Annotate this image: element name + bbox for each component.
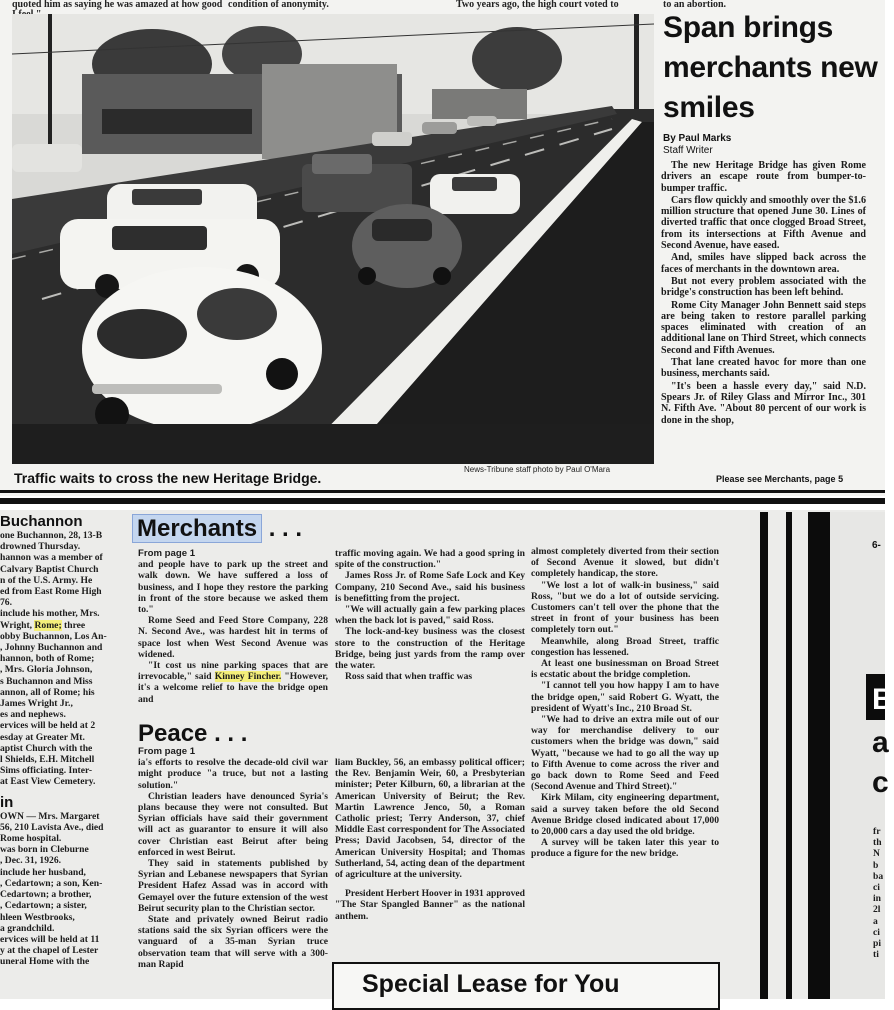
story-paragraph: Ross said that when traffic was xyxy=(345,671,473,683)
obit-line: Calvary Baptist Church xyxy=(0,563,99,575)
merchants-headline: Merchants . . . xyxy=(132,515,302,543)
obit-line: ervices will be held at 2 xyxy=(0,720,96,732)
adjacent-text-fragments xyxy=(873,826,885,960)
obit-line: hannon was a member of xyxy=(0,552,103,564)
from-page-label: From page 1 xyxy=(138,548,196,559)
fragment-line: N xyxy=(873,848,880,860)
merchants-column-3 xyxy=(531,546,719,860)
fragment-line: fr xyxy=(873,826,881,837)
obit-line: include his mother, Mrs. xyxy=(0,608,100,620)
story-paragraph: "I cannot tell you how happy I am to have the bridge open," said Robert G. Wyatt, the president of Wyatt's Inc., 210 Broad St. xyxy=(531,680,719,714)
obit-line: Sims officiating. Inter- xyxy=(0,765,93,777)
clipped-text-middle: condition of anonymity. xyxy=(228,0,329,10)
story-paragraph: And, smiles have slipped back across the faces of merchants in the downtown area. xyxy=(661,252,866,275)
story-paragraph: Cars flow quickly and smoothly over the $1.6 million structure that opened June 30. Lines of diverted traffic that once clogged Broad Street, from its intersections at Fifth Avenue and Second Avenue, have eased. xyxy=(661,194,866,252)
big-letter-fragment: a xyxy=(872,726,889,759)
highlighted-headline: Merchants xyxy=(132,514,262,543)
page-divider xyxy=(0,498,885,504)
obit-line: annon, all of Rome; his xyxy=(0,686,95,698)
obit-line: n of the U.S. Army. He xyxy=(0,574,93,586)
fragment-line: pi xyxy=(873,938,882,950)
obituary-name: in xyxy=(0,793,14,811)
obituary-name: Buchannon xyxy=(0,513,83,530)
story-paragraph: But not every problem associated with the bridge's construction has been left behind. xyxy=(661,275,866,299)
story-paragraph: "It's been a hassle every day," said N.D. Spears Jr. of Riley Glass and Mirror Inc., 301 N. Fifth Ave. "About 80 percent of our work is done in the shop, xyxy=(661,380,866,426)
story-paragraph: Meanwhile, along Broad Street, traffic congestion has lessened. xyxy=(531,635,719,658)
span-story-body xyxy=(661,160,866,427)
obit-line: , Johnny Buchannon and xyxy=(0,642,103,654)
obit-line: Cedartown; a brother, xyxy=(0,889,92,901)
obit-line: ervices will be held at 11 xyxy=(0,933,100,945)
story-paragraph: Christian leaders have denounced Syria's plans because they were not consulted. But Syrian officials have said their government will act as guarantor to ensure it will also cover Christian east Beirut after being enforced in west Beirut. xyxy=(138,790,328,858)
story-paragraph: The new Heritage Bridge has given Rome drivers an escape route from bumper-to-bumper traffic. xyxy=(661,160,866,194)
obit-line: 56, 210 Lavista Ave., died xyxy=(0,821,104,833)
story-paragraph: Rome Seed and Feed Store Company, 228 N. Second Ave., was hardest hit in terms of space lost when West Second Avenue was widened. xyxy=(138,615,328,660)
story-paragraph: A survey will be taken later this year to produce a figure for the new bridge. xyxy=(531,837,719,860)
big-letter-fragment: B xyxy=(872,683,894,716)
fragment-line: th xyxy=(873,837,882,849)
clipped-text-right-center: Two years ago, the high court voted to xyxy=(456,0,619,10)
from-page-label: From page 1 xyxy=(138,746,196,757)
scan-edge-bar xyxy=(808,512,830,999)
obit-line: James Wright Jr., xyxy=(0,698,73,710)
highlighted-name: Kinney Fincher. xyxy=(214,671,282,683)
fragment-line: 2l xyxy=(873,904,881,916)
merchants-column-1 xyxy=(138,548,328,705)
fragment-line: a xyxy=(873,915,878,927)
obit-line: a grandchild. xyxy=(0,922,55,934)
obit-line: 76. xyxy=(0,597,12,609)
story-paragraph: State and privately owned Beirut radio stations said the six Syrian officers were the vanguard of a 35-man Syrian truce observation team that will serve with a 300-man Rapid xyxy=(138,914,328,970)
obit-line: hannon, both of Rome; xyxy=(0,653,95,665)
obit-line: Wright, Rome; three xyxy=(0,619,86,631)
story-paragraph: Rome City Manager John Bennett said steps are being taken to restore parallel parking spaces eliminated with creation of an additional lane on Third Street, which connects Second and Fifth Avenues. xyxy=(661,299,866,356)
fragment-line: b xyxy=(873,859,879,871)
story-paragraph: "We had to drive an extra mile out of our way for merchandise delivery to our customers when the bridge was down," said Wyatt, "because we had to go all the way up to Fifth Avenue to come across the river and go back down to Rome Seed and Feed (Second Avenue and Third Street)." xyxy=(531,714,719,793)
story-paragraph: traffic moving again. We had a good spring in spite of the construction." xyxy=(335,548,525,571)
obit-line: aptist Church with the xyxy=(0,742,93,754)
story-paragraph: James Ross Jr. of Rome Safe Lock and Key Company, 210 Second Ave., said his business is benefitting from the project. xyxy=(335,570,525,604)
story-paragraph: "It cost us nine parking spaces that are irrevocable," said Kinney Fincher. "However, it's a welcome relief to have the bridge open and xyxy=(138,660,328,705)
obit-line: OWN — Mrs. Margaret xyxy=(0,810,100,822)
story-paragraph: and people have to park up the street and walk down. We have suffered a loss of business, and I hope they restore the parking in front of the store because we asked them to." xyxy=(138,559,328,616)
scan-edge-bar xyxy=(786,512,792,999)
obit-line: hleen Westbrooks, xyxy=(0,911,75,923)
story-paragraph: Kirk Milam, city engineering department, said a survey taken before the old Second Avenue Bridge closed indicated about 17,000 to 20,000 cars a day used the old bridge. xyxy=(531,792,719,838)
story-paragraph: President Herbert Hoover in 1931 approved "The Star Spangled Banner" as the national anthem. xyxy=(335,888,525,922)
big-letter-fragment: c xyxy=(872,766,889,799)
obit-line: drowned Thursday. xyxy=(0,541,81,553)
byline-author: By Paul Marks xyxy=(663,133,732,144)
clipped-text-right: to an abortion. xyxy=(663,0,727,10)
fragment-line: in xyxy=(873,893,882,905)
obit-line: Rome hospital. xyxy=(0,833,62,845)
obit-line: s Buchannon and Miss xyxy=(0,675,93,687)
advertisement-box xyxy=(332,962,720,1010)
highlighted-word: Rome; xyxy=(34,619,62,631)
span-headline: Span brings merchants new smiles xyxy=(663,11,878,124)
obit-line: esday at Greater Mt. xyxy=(0,731,85,743)
obit-line: obby Buchannon, Los An- xyxy=(0,630,107,642)
scan-edge-bar xyxy=(760,512,768,999)
story-paragraph: liam Buckley, 56, an embassy political officer; the Rev. Benjamin Weir, 60, a Presbyterian minister; Peter Kilburn, 60, a librarian at the American University of Beirut; the Rev. Martin Lawrence Jenco, 50, a Roman Catholic priest; Terry Anderson, 37, chief Middle East correspondent for The Associated Press; David Jacobsen, 54, director of the American University Hospital; and Thomas Sutherland, 54, acting dean of the department of agriculture at the university. xyxy=(335,757,525,881)
story-paragraph: The lock-and-key business was the closest store to the construction of the Heritage Bridge, being just yards from the ramp over the water. xyxy=(335,626,525,672)
obit-line: , Cedartown; a sister, xyxy=(0,900,87,912)
byline-role: Staff Writer xyxy=(663,145,713,156)
obit-line: was born in Cleburne xyxy=(0,844,89,856)
obit-line: , Cedartown; a son, Ken- xyxy=(0,877,103,889)
photo-caption: Traffic waits to cross the new Heritage Bridge. xyxy=(14,470,322,486)
story-paragraph: At least one businessman on Broad Street is ecstatic about the bridge completion. xyxy=(531,658,719,681)
obit-line: one Buchannon, 28, 13-B xyxy=(0,530,103,541)
obit-line: y at the chapel of Lester xyxy=(0,945,99,957)
merchants-column-2 xyxy=(335,548,525,682)
obit-line: ed from East Rome High xyxy=(0,586,102,598)
traffic-photo xyxy=(12,14,654,464)
fragment-line: ci xyxy=(873,882,880,894)
story-paragraph: "We will actually gain a few parking places when the back lot is paved," said Ross. xyxy=(335,604,525,627)
advertisement-text: Special Lease for You xyxy=(362,970,620,998)
traffic-photo-drawing xyxy=(12,14,654,464)
story-paragraph: almost completely diverted from their section of Second Avenue it slowed, but didn't completely handicap, the store. xyxy=(531,546,719,580)
fragment-line: ci xyxy=(873,926,880,938)
story-paragraph: "We lost a lot of walk-in business," said Ross, "but we do a lot of outside servicing. Customers can't tell over the phone that the street in front of your business has been completely torn out." xyxy=(531,579,719,636)
obit-line: include her husband, xyxy=(0,866,86,878)
obit-line: uneral Home with the xyxy=(0,956,90,968)
page-number-fragment: 6- xyxy=(872,540,881,551)
obit-line: , Dec. 31, 1926. xyxy=(0,855,62,867)
photo-credit: News-Tribune staff photo by Paul O'Mara xyxy=(464,465,611,474)
obit-line: es and nephews. xyxy=(0,709,66,721)
byline xyxy=(663,133,731,157)
story-paragraph: That lane created havoc for more than one business, merchants said. xyxy=(661,357,866,380)
peace-headline: Peace . . . xyxy=(138,720,248,747)
obit-line: at East View Cemetery. xyxy=(0,776,96,788)
obit-line: , Mrs. Gloria Johnson, xyxy=(0,664,93,676)
peace-column-1 xyxy=(138,746,328,970)
story-paragraph: They said in statements published by Syrian and Lebanese newspapers that Syrian President Hafez Assad was in accord with Gemayel over the future extension of the west Beirut security plan to the Christian sector. xyxy=(138,858,328,914)
clipped-text-left: quoted him as saying he was amazed at how good xyxy=(12,0,223,10)
fragment-line: ba xyxy=(873,870,884,882)
obituary-column xyxy=(0,513,126,968)
story-jump: Please see Merchants, page 5 xyxy=(716,474,844,484)
obit-line: l Shields, E.H. Mitchell xyxy=(0,754,95,766)
page-divider xyxy=(0,490,885,493)
front-page-section xyxy=(0,0,885,496)
story-paragraph: ia's efforts to resolve the decade-old civil war might produce "a truce, but not a lasting solution." xyxy=(138,757,328,791)
fragment-line: ti xyxy=(873,949,879,961)
peace-column-2 xyxy=(335,757,525,922)
